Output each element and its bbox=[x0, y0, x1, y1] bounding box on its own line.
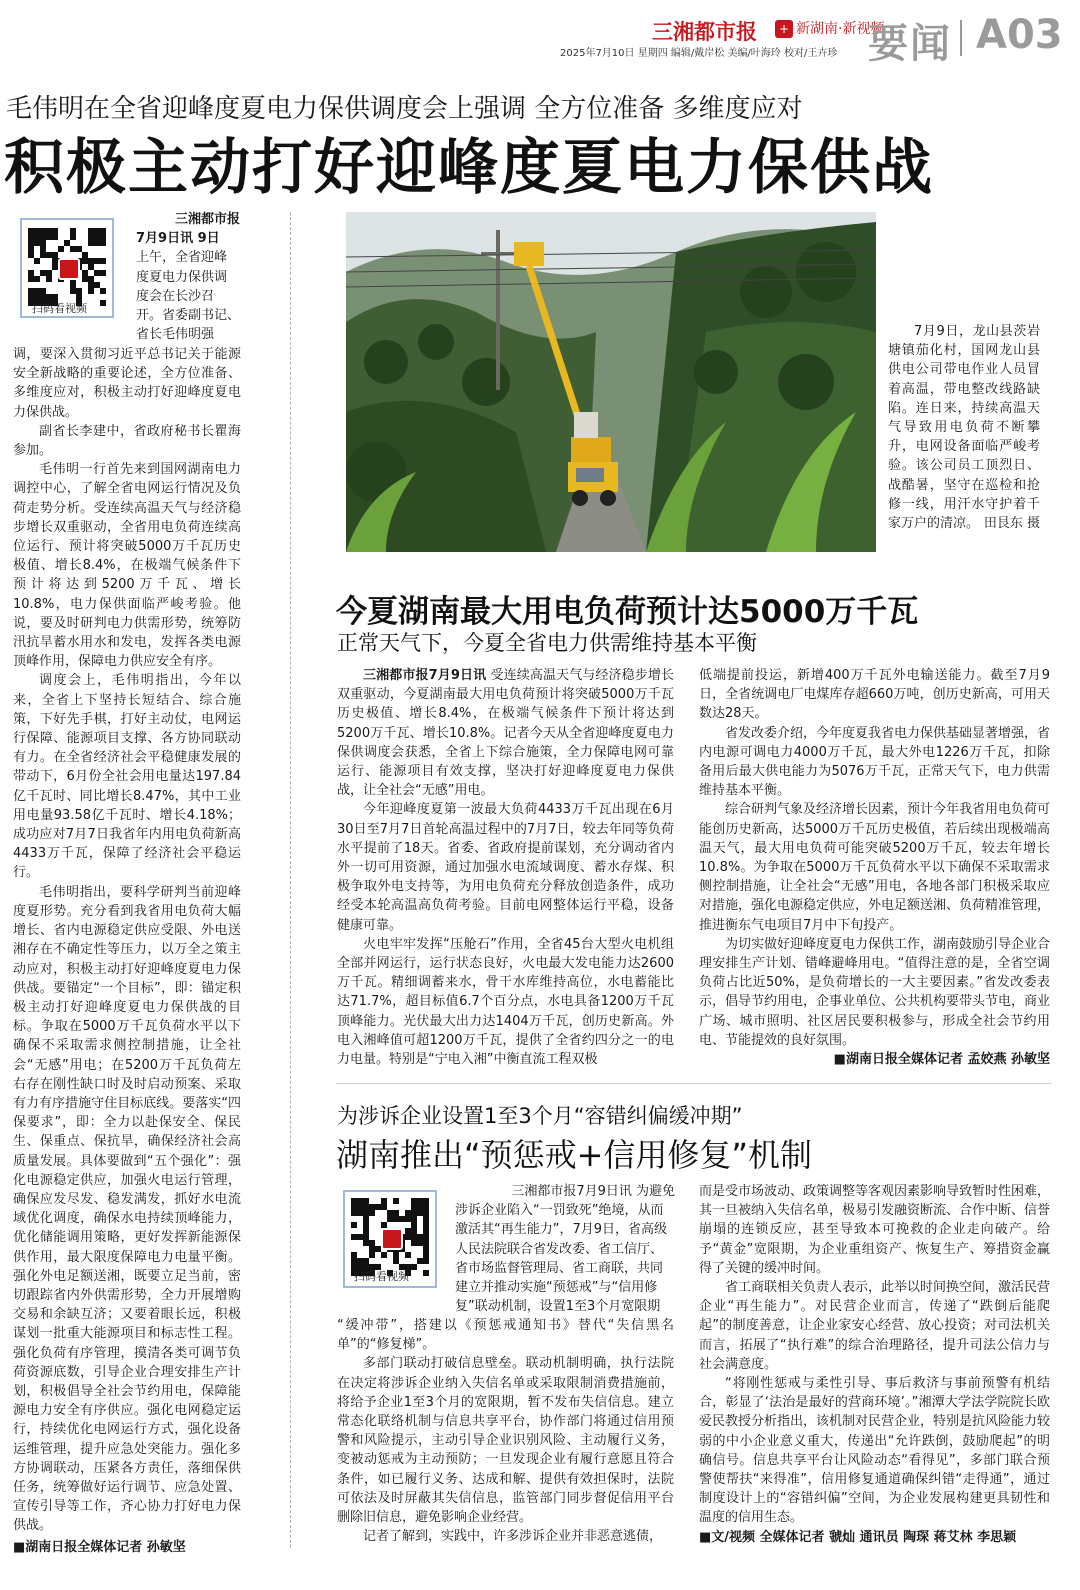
paragraph: 为切实做好迎峰度夏电力保供工作，湖南鼓励引导企业合理安排生产计划、错峰避峰用电。“值得注意的是，全省空调负荷占比近50%，是负荷增长的一大主要因素。”省发改委表示，倡导节约用电，企事业单位、公共机构要带头节电，商业广场、城市照明、社区居民要积极参与，形成全社会节约用电、节能提效的良好氛围。 bbox=[699, 936, 1051, 1048]
paragraph: 副省长李建中，省政府秘书长瞿海参加。 bbox=[13, 423, 241, 459]
paragraph: 多部门联动打破信息壁垒。联动机制明确，执行法院在决定将涉诉企业纳入失信名单或采取限制消费措施前，将给予企业1至3个月的宽限期，暂不发布失信信息。建立常态化联络机制与信息共享平台，协作部门将通过信用预警和风险提示，主动引导企业识别风险、主动履行义务，变被动惩戒为主动预防；一旦发现企业有履行意愿且符合条件，如已履行义务、达成和解、提供有效担保时，法院可依法及时屏蔽其失信信息，监管部门同步督促信用平台删除旧信息，避免影响企业经营。 bbox=[337, 1356, 674, 1526]
qr-logo-icon bbox=[58, 258, 80, 280]
column-divider bbox=[290, 212, 291, 1548]
paragraph: 调度会上，毛伟明指出，今年以来，全省上下坚持长短结合、综合施策，下好先手棋，打好主动仗，电网运行保障、能源项目支撑、各方协同联动有力。在全省经济社会平稳健康发展的带动下，6月份全社会用电量达197.84亿千瓦时、同比增长8.47%，其中工业用电量93.58亿千瓦时、增长4.18%；成功应对7月7日我省年内用电负荷新高4433万千瓦，保障了经济社会平稳运行。 bbox=[13, 673, 241, 881]
section-title: 要闻 bbox=[868, 21, 952, 67]
qr-label: 扫码看视频 bbox=[354, 1270, 409, 1283]
lead-kicker: 毛伟明在全省迎峰度夏电力保供调度会上强调 全方位准备 多维度应对 bbox=[6, 94, 803, 124]
lead-line: 省长毛伟明强 bbox=[136, 327, 215, 343]
paragraph: 而是受市场波动、政策调整等客观因素影响导致暂时性困难，其一旦被纳入失信名单，极易引发融资断流、合作中断、信誉崩塌的连锁反应，甚至导致本可挽救的企业走向破产。给予“黄金”宽限期，为企业重组资产、恢复生产、筹措资金赢得了关键的缓冲时间。 bbox=[699, 1184, 1051, 1276]
paragraph: 毛伟明一行首先来到国网湖南电力调控中心，了解全省电网运行情况及负荷走势分析。受连续高温天气与经济稳步增长双重驱动，全省用电负荷连续高位运行、预计将突破5000万千瓦历史极值、增长8.4%，在极端气候条件下预计将达到5200万千瓦、增长10.8%，电力保供面临严峻考验。他说，要及时研判电力供需形势，统筹防汛抗旱蓄水用水和发电，发挥各类电源顶峰作用，保障电力供应安全有序。 bbox=[13, 462, 241, 670]
paragraph: 省发改委介绍，今年度夏我省电力保供基础显著增强，省内电源可调电力4000万千瓦，最大外电1226万千瓦，扣除备用后最大供电能力为5076万千瓦，正常天气下，电力供需维持基本平衡。 bbox=[699, 725, 1051, 799]
qr-label: 扫码看视频 bbox=[32, 302, 87, 315]
lead-line: 涉诉企业陷入“一罚致死”绝境，从而 bbox=[455, 1203, 664, 1219]
lead-line: 度夏电力保供调 bbox=[136, 269, 228, 285]
story2-headline: 今夏湖南最大用电负荷预计达5000万千瓦 bbox=[336, 594, 919, 630]
story3-col2 bbox=[699, 1182, 1050, 1547]
paragraph: 火电牢牢发挥“压舱石”作用，全省45台大型火电机组全部并网运行，运行状态良好，火电最大发电能力达2600万千瓦。精细调蓄来水，骨干水库维持高位，水电蓄能比达71.7%，超目标值6.7个百分点，水电具备1200万千瓦顶峰能力。光伏最大出力达1404万千瓦，创历史新高。外电入湘峰值可超1200万千瓦，提供了全省约四分之一的电力电量。特别是“宁电入湘”中衡直流工程双极 bbox=[337, 936, 674, 1068]
lead-story-body bbox=[13, 345, 241, 1557]
story3-headline: 湖南推出“预惩戒+信用修复”机制 bbox=[336, 1136, 812, 1174]
paragraph: 毛伟明指出，要科学研判当前迎峰度夏形势。充分看到我省用电负荷大幅增长、省内电源稳定供应受限、外电送湘存在不确定性等压力，以万全之策主动应对，积极主动打好迎峰度夏电力保供战。要锚定“一个目标”，即：锚定积极主动打好迎峰度夏电力保供战的目标。争取在5000万千瓦负荷水平以下确保不采取需求侧控制措施，让全社会“无感”用电；在5200万千瓦负荷左右存在刚性缺口时及时启动预案、采取有力有序措施守住目标底线。要落实“四保要求”，即：全力以赴保安全、保民生、保重点、保抗旱，确保经济社会高质量发展。具体要做到“五个强化”：强化电源稳定供应，加强火电运行管理，确保应发尽发、稳发满发，抓好水电流域优化调度，确保水电持续顶峰能力，优化储能调用策略，更好发挥新能源保供作用，最大限度保障电力电量平衡。强化外电足额送湘，既要立足当前，密切跟踪省内外供需形势，全力开展增购交易和余缺互济；又要着眼长远，积极谋划一批重大能源项目和标志性工程。强化负荷有序管理，摸清各类可调节负荷资源底数，引导企业合理安排生产计划，积极倡导全社会节约用电，保障能源电力安全有序供应。强化电网稳定运行，持续优化电网运行方式，强化设备运维管理，提升应急处突能力。强化多方协调联动，压紧各方责任，落细保供任务，统筹做好运行调节、应急处置、宣传引导等工作，齐心协力打好电力保供战。 bbox=[13, 884, 241, 1534]
story3-col1 bbox=[337, 1316, 674, 1546]
qr-code-icon[interactable] bbox=[351, 1198, 429, 1276]
lead-line: 度会在长沙召 bbox=[136, 288, 215, 304]
paragraph: 今年迎峰度夏第一波最大负荷4433万千瓦出现在6月30日至7月7日首轮高温过程中的7月7日，较去年同等负荷水平提前了18天。省委、省政府提前谋划，充分调动省内外一切可用资源，通过加强水电流域调度、蓄水存煤、积极争取外电支持等，为用电负荷充分释放创造条件，成功经受本轮高温高负荷考验。目前电网整体运行平稳，设备健康可靠。 bbox=[337, 802, 674, 933]
paragraph: “将刚性惩戒与柔性引导、事后救济与事前预警有机结合，彰显了‘法治是最好的营商环境’。”湘潭大学法学院院长欧爱民教授分析指出，该机制对民营企业，特别是抗风险能力较弱的中小企业意义重大，传递出“允许跌倒，鼓励爬起”的明确信号。信息共享平台让风险动态“看得见”，多部门联合预警使帮扶“来得准”，信用修复通道确保纠错“走得通”，通过制度设计上的“容错纠偏”空间，为企业发展构建更具韧性和温度的信用生态。 bbox=[699, 1376, 1051, 1526]
photo-caption bbox=[888, 322, 1040, 533]
section-rule bbox=[336, 1083, 1052, 1084]
lead-line: 省市场监督管理局、省工商联，共同 bbox=[455, 1260, 664, 1276]
paragraph: 调，要深入贯彻习近平总书记关于能源安全新战略的重要论述，全方位准备、多维度应对，积极主动打好迎峰度夏电力保供战。 bbox=[13, 347, 241, 420]
qr-code-icon[interactable] bbox=[28, 228, 106, 306]
story2-col1 bbox=[337, 666, 674, 1069]
lead-line: 7月9日讯 9日 bbox=[136, 231, 220, 247]
story3-kicker: 为涉诉企业设置1至3个月“容错纠偏缓冲期” bbox=[337, 1104, 743, 1128]
paragraph: 三湘都市报7月9日讯 受连续高温天气与经济稳步增长双重驱动，今夏湖南最大用电负荷预计将突破5000万千瓦历史极值、增长8.4%，在极端气候条件下预计将达到5200万千瓦、增长10.8%。记者今天从全省迎峰度夏电力保供调度会获悉，全省上下综合施策，全力保障电网可靠运行、能源项目有效支撑，坚决打好迎峰度夏电力保供战，让全社会“无感”用电。 bbox=[337, 668, 674, 799]
paragraph: 低端提前投运，新增400万千瓦外电输送能力。截至7月9日，全省统调电厂电煤库存超660万吨，创历史新高，可用天数达28天。 bbox=[699, 668, 1050, 722]
lead-byline: ■湖南日报全媒体记者 孙敏坚 bbox=[13, 1539, 186, 1555]
app-name: 新湖南·新视频 bbox=[796, 21, 885, 37]
lead-line: 激活其“再生能力”，7月9日，省高级 bbox=[455, 1222, 668, 1238]
paragraph: 记者了解到，实践中，许多涉诉企业并非恶意逃债， bbox=[363, 1529, 663, 1545]
story2-subhead: 正常天气下，今夏全省电力供需维持基本平衡 bbox=[337, 631, 757, 655]
lead-headline: 积极主动打好迎峰度夏电力保供战 bbox=[4, 133, 934, 203]
lead-line: 开。省委副书记、 bbox=[136, 308, 241, 324]
news-photo bbox=[346, 212, 876, 552]
lead-line: 上午，全省迎峰 bbox=[136, 250, 228, 266]
photo-credit: 田艮东 摄 bbox=[983, 516, 1040, 532]
lead-line: 复”联动机制，设置1至3个月宽限期 bbox=[455, 1299, 661, 1315]
lead-line: 三湘都市报7月9日讯 为避免 bbox=[511, 1184, 675, 1199]
paragraph: 省工商联相关负责人表示，此举以时间换空间，激活民营企业“再生能力”。对民营企业而言，传递了“跌倒后能爬起”的制度善意，让企业家安心经营、放心投资；对司法机关而言，拓展了“执行难”的综合治理路径，提升司法公信力与社会满意度。 bbox=[699, 1280, 1051, 1372]
paragraph: “缓冲带”，搭建以《预惩戒通知书》替代“失信黑名单”的“修复梯”。 bbox=[337, 1318, 674, 1353]
power-line-work-photo bbox=[346, 212, 876, 552]
paragraph: 综合研判气象及经济增长因素，预计今年我省用电负荷可能创历史新高，达5000万千瓦历史极值，若后续出现极端高温天气，最大用电负荷可能突破5200万千瓦，较去年增长10.8%。为争取在5000万千瓦负荷水平以下确保不采取需求侧控制措施，让全社会“无感”用电，各地各部门积极采取应对措施，强化电源稳定供应，外电足额送湘、负荷精准管理，推进衡东气电项目7月中下旬投产。 bbox=[699, 802, 1051, 933]
story3-intro bbox=[455, 1182, 675, 1316]
caption-text: 7月9日，龙山县茨岩塘镇茄化村，国网龙山县供电公司带电作业人员冒着高温，带电整改线路缺陷。连日来，持续高温天气导致用电负荷不断攀升，电网设备面临严峻考验。该公司员工顶烈日、战酷暑，坚守在巡检和抢修一线，用汗水守护着千家万户的清凉。 bbox=[888, 324, 1040, 532]
masthead-divider bbox=[960, 20, 962, 56]
qr-logo-icon bbox=[381, 1228, 403, 1250]
lead-line: 三湘都市报 bbox=[174, 212, 240, 227]
story2-byline: ■湖南日报全媒体记者 孟姣燕 孙敏坚 bbox=[833, 1052, 1050, 1068]
story3-byline: ■文/视频 全媒体记者 虢灿 通讯员 陶琛 蒋艾林 李思颖 bbox=[699, 1529, 1017, 1545]
lead-story-intro bbox=[136, 210, 240, 344]
lead-line: 人民法院联合省发改委、省工信厅、 bbox=[455, 1241, 664, 1257]
app-logo-icon: + bbox=[775, 20, 793, 38]
story2-col2 bbox=[699, 666, 1050, 1069]
newspaper-brand: 三湘都市报 bbox=[652, 20, 757, 44]
dateline: 2025年7月10日 星期四 编辑/戴岸松 美编/叶海玲 校对/王卉珍 bbox=[560, 48, 838, 59]
lead-line: 建立并推动实施“预惩戒”与“信用修 bbox=[455, 1280, 658, 1296]
page-number: A03 bbox=[976, 12, 1063, 58]
